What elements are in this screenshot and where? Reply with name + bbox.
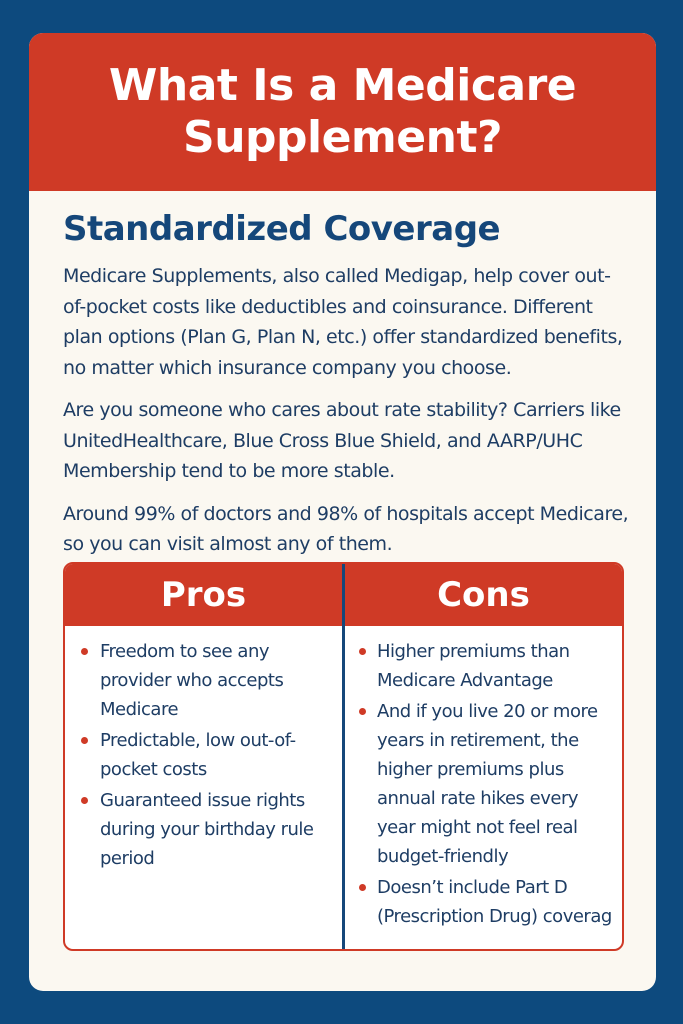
bullet-dot-icon (359, 884, 366, 891)
intro-section (63, 207, 633, 572)
pros-item-text: Freedom to see any provider who accepts Medicare (100, 641, 284, 720)
pros-column (65, 564, 342, 949)
pros-item-text: Predictable, low out-of-pocket costs (100, 730, 296, 780)
cons-item (345, 873, 622, 931)
cons-item-text: And if you live 20 or more years in retirement, the higher premiums plus annual rate hikes every year might not feel real budget-friendly (377, 701, 598, 867)
pros-item-text: Guaranteed issue rights during your birthday rule period (100, 790, 314, 869)
bullet-dot-icon (81, 797, 88, 804)
paragraph-medigap-overview: Medicare Supplements, also called Medigap, help cover out-of-pocket costs like deductibles and coinsurance. Different plan options (Plan G, Plan N, etc.) offer standardized benefits, no matter which insurance company you choose. (63, 265, 623, 379)
page-title: What Is a Medicare Supplement? (108, 60, 577, 163)
pros-item (65, 726, 342, 784)
bullet-dot-icon (359, 708, 366, 715)
cons-item-text: Doesn’t include Part D (Prescription Drug) coverag (377, 877, 612, 927)
bullet-dot-icon (81, 648, 88, 655)
section-heading: Standardized Coverage (63, 209, 501, 249)
infographic-card (29, 33, 656, 991)
pros-heading: Pros (65, 564, 342, 626)
pros-item (65, 637, 342, 724)
pros-item (65, 786, 342, 873)
paragraph-provider-acceptance: Around 99% of doctors and 98% of hospitals accept Medicare, so you can visit almost any of them. (63, 502, 629, 555)
pros-cons-table (63, 562, 624, 951)
title-banner (29, 33, 656, 191)
cons-column (345, 564, 622, 949)
cons-heading: Cons (345, 564, 622, 626)
cons-item (345, 637, 622, 695)
cons-list (345, 626, 622, 931)
paragraph-rate-stability: Are you someone who cares about rate stability? Carriers like UnitedHealthcare, Blue Cross Blue Shield, and AARP/UHC Membership tend to be more stable. (63, 399, 621, 482)
pros-list (65, 626, 342, 873)
bullet-dot-icon (81, 737, 88, 744)
cons-item (345, 697, 622, 871)
cons-item-text: Higher premiums than Medicare Advantage (377, 641, 570, 691)
bullet-dot-icon (359, 648, 366, 655)
